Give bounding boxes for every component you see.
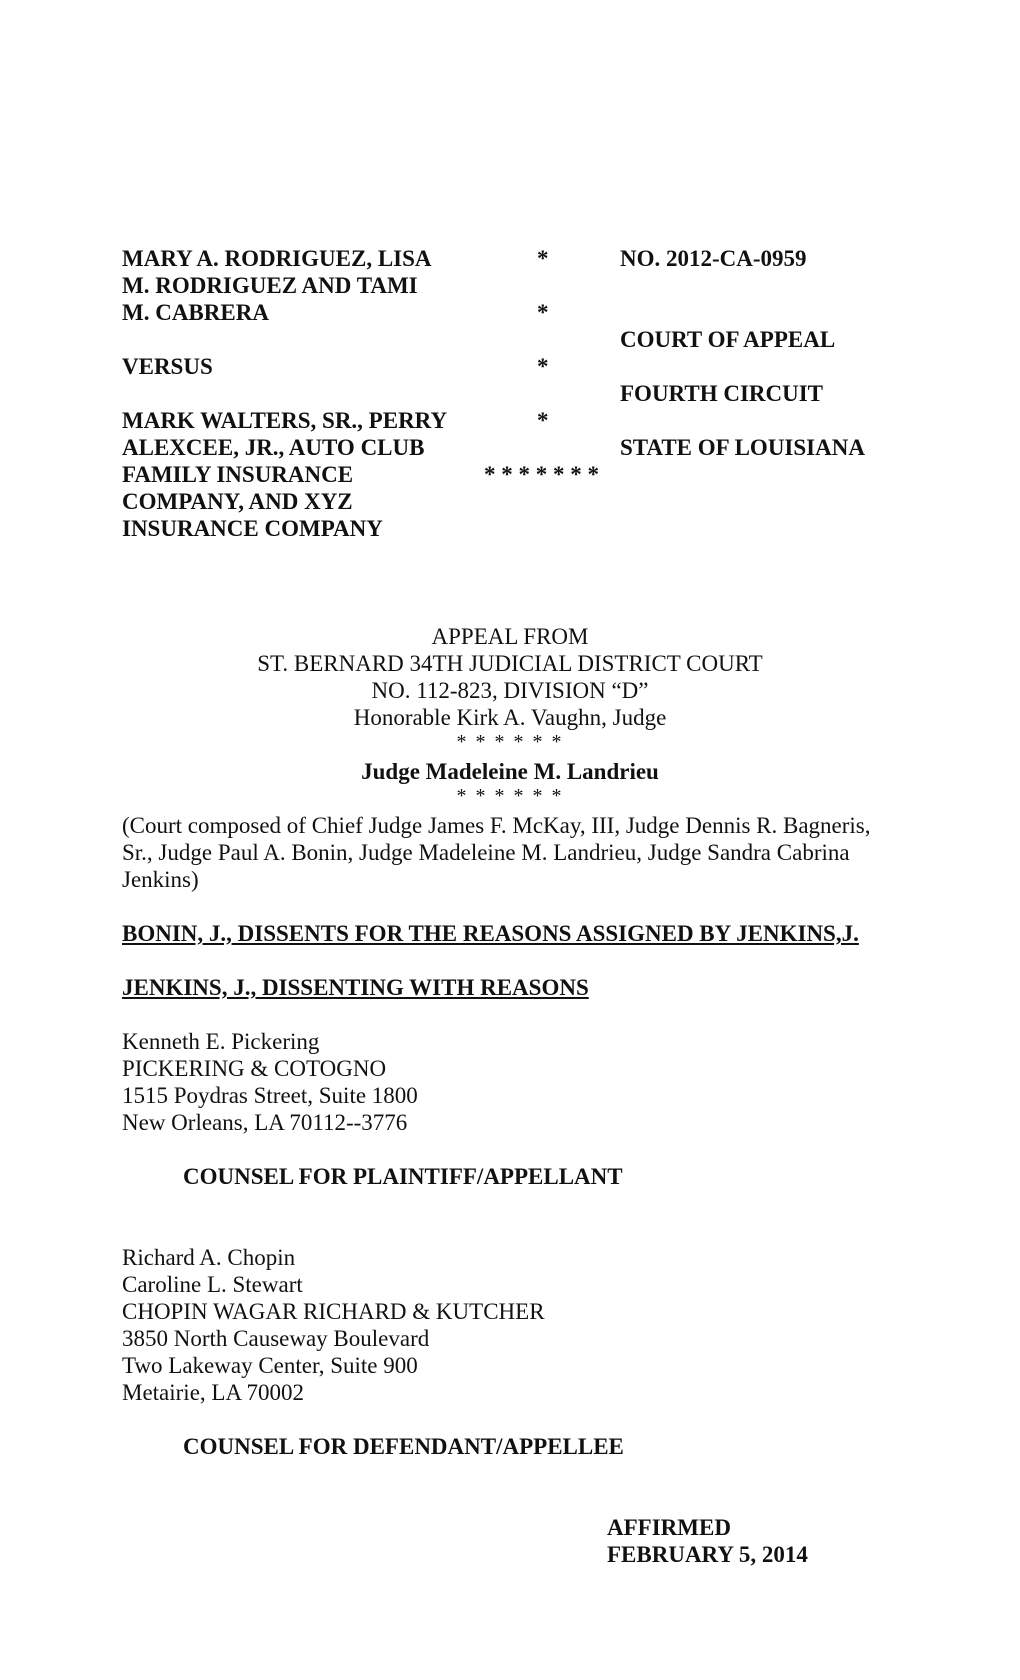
caption-star: * <box>537 354 549 379</box>
jenkins-dissent: JENKINS, J., DISSENTING WITH REASONS <box>122 975 589 1000</box>
party-line: M. CABRERA <box>122 300 269 325</box>
disposition-date: FEBRUARY 5, 2014 <box>607 1542 808 1567</box>
circuit-name: FOURTH CIRCUIT <box>620 381 824 406</box>
party-line: FAMILY INSURANCE <box>122 462 354 487</box>
star-separator: * * * * * * <box>456 785 564 807</box>
counsel-line: Two Lakeway Center, Suite 900 <box>122 1353 418 1378</box>
party-line: COMPANY, AND XYZ <box>122 489 353 514</box>
party-line: MARY A. RODRIGUEZ, LISA <box>122 246 432 271</box>
party-line: INSURANCE COMPANY <box>122 516 383 541</box>
counsel-line: 1515 Poydras Street, Suite 1800 <box>122 1083 418 1108</box>
party-line: MARK WALTERS, SR., PERRY <box>122 408 448 433</box>
star-separator: * * * * * * <box>456 731 564 753</box>
counsel-line: CHOPIN WAGAR RICHARD & KUTCHER <box>122 1299 545 1324</box>
counsel-line: Kenneth E. Pickering <box>122 1029 320 1054</box>
party-line: M. RODRIGUEZ AND TAMI <box>122 273 418 298</box>
caption-star: * <box>537 408 549 433</box>
panel-line: (Court composed of Chief Judge James F. McKay, III, Judge Dennis R. Bagneris, <box>122 813 871 838</box>
versus-label: VERSUS <box>122 354 213 379</box>
counsel-line: Richard A. Chopin <box>122 1245 296 1270</box>
party-line: ALEXCEE, JR., AUTO CLUB <box>122 435 425 460</box>
counsel-plaintiff-label: COUNSEL FOR PLAINTIFF/APPELLANT <box>183 1164 623 1189</box>
state-name: STATE OF LOUISIANA <box>620 435 865 460</box>
counsel-line: PICKERING & COTOGNO <box>122 1056 387 1081</box>
disposition-result: AFFIRMED <box>607 1515 731 1540</box>
counsel-line: 3850 North Causeway Boulevard <box>122 1326 430 1351</box>
trial-docket: NO. 112-823, DIVISION “D” <box>371 678 649 703</box>
caption-star: * <box>537 300 549 325</box>
counsel-line: New Orleans, LA 70112--3776 <box>122 1110 408 1135</box>
panel-line: Jenkins) <box>122 867 199 892</box>
case-number: NO. 2012-CA-0959 <box>620 246 807 271</box>
caption-star-row: * * * * * * * <box>484 462 599 487</box>
panel-line: Sr., Judge Paul A. Bonin, Judge Madeleine M. Landrieu, Judge Sandra Cabrina <box>122 840 850 865</box>
counsel-line: Caroline L. Stewart <box>122 1272 303 1297</box>
appeal-heading: APPEAL FROM <box>431 624 589 649</box>
caption-star: * <box>537 246 549 271</box>
opinion-author: Judge Madeleine M. Landrieu <box>361 759 659 784</box>
counsel-line: Metairie, LA 70002 <box>122 1380 305 1405</box>
trial-judge: Honorable Kirk A. Vaughn, Judge <box>353 705 667 730</box>
trial-court: ST. BERNARD 34TH JUDICIAL DISTRICT COURT <box>257 651 763 676</box>
court-name: COURT OF APPEAL <box>620 327 836 352</box>
counsel-defendant-label: COUNSEL FOR DEFENDANT/APPELLEE <box>183 1434 624 1459</box>
bonin-dissent: BONIN, J., DISSENTS FOR THE REASONS ASSIGNED BY JENKINS,J. <box>122 921 859 946</box>
